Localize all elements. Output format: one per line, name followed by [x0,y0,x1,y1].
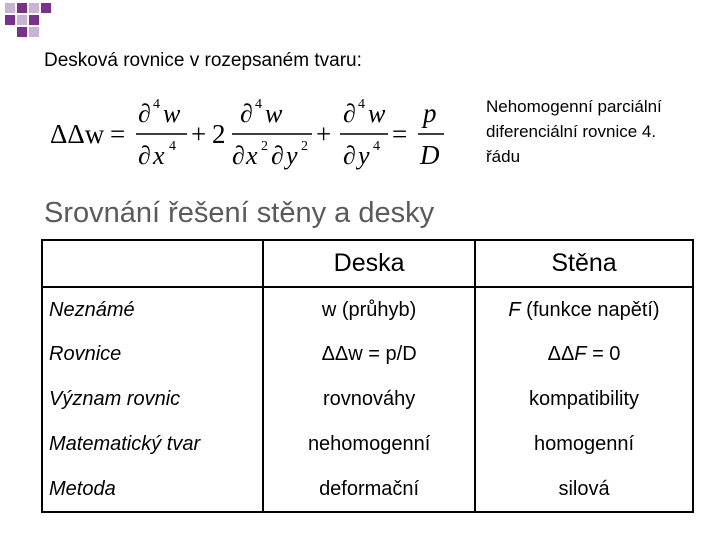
eq-term1-num-exp: 4 [153,97,160,112]
eq-term2-den-y-exp: 2 [301,139,308,154]
table-row [42,422,693,467]
cell-deska: w (průhyb) [263,287,475,332]
table-row [42,377,693,422]
table-header-deska: Deska [263,240,475,287]
section-heading: Srovnání řešení stěny a desky [44,197,435,229]
comparison-table [41,239,694,513]
cell-stena-operator: ΔΔ [547,343,575,365]
eq-equals-2: = [392,119,408,149]
cell-stena: silová [475,467,693,512]
table-header-empty [42,240,263,287]
eq-term1-num-partial: ∂ [138,99,151,128]
equation-note-line: řádu [486,147,521,166]
cell-stena: kompatibility [475,377,693,422]
cell-deska: deformační [263,467,475,512]
table-row [42,467,693,512]
cell-stena-variable: F [508,298,521,321]
eq-term1-den-partial: ∂ [138,141,151,170]
table-header-row [42,240,693,287]
cell-stena-text: = 0 [586,343,621,365]
eq-term2-den-x-exp: 2 [261,139,268,154]
eq-term2-num-partial: ∂ [240,99,253,128]
eq-term3-den-partial: ∂ [343,141,356,170]
eq-rhs-p: p [423,98,437,128]
eq-term3-den-exp: 4 [373,139,380,154]
cell-stena-variable: F [574,343,587,365]
table-row [42,287,693,332]
cell-deska: rovnováhy [263,377,475,422]
equation-note-line: diferenciální rovnice 4. [486,122,657,141]
eq-term1-den-exp: 4 [169,139,176,154]
eq-term3-num-w: w [368,99,386,128]
equation-note [486,94,706,169]
eq-term1-den-x: x [153,141,165,170]
cell-stena [475,287,693,332]
slide-subtitle: Desková rovnice v rozepsaném tvaru: [44,50,362,71]
plate-equation [50,92,450,177]
table-header-stena: Stěna [475,240,693,287]
corner-decoration [0,0,60,44]
eq-term2-den-y: y [286,141,298,170]
cell-stena: homogenní [475,422,693,467]
eq-plus-2: + [316,119,332,149]
eq-term2-num-w: w [265,99,283,128]
eq-rhs-D: D [420,140,440,170]
eq-term3-num-partial: ∂ [343,99,356,128]
table-row [42,332,693,377]
eq-term2-den-x: x [246,141,258,170]
eq-term3-den-y: y [358,141,370,170]
cell-deska: ΔΔw = p/D [263,332,475,377]
cell-deska: nehomogenní [263,422,475,467]
eq-plus-1: + [191,119,207,149]
eq-term3-num-exp: 4 [358,97,365,112]
cell-stena-text: (funkce napětí) [520,298,660,321]
equation-note-line: Nehomogenní parciální [486,97,662,116]
eq-term1-num-w: w [163,99,181,128]
row-label: Metoda [42,467,263,512]
row-label: Význam rovnic [42,377,263,422]
cell-stena [475,332,693,377]
eq-equals-1: = [110,119,126,149]
row-label: Matematický tvar [42,422,263,467]
eq-term2-den-partial-1: ∂ [232,141,245,170]
eq-term2-num-exp: 4 [255,97,262,112]
eq-term2-den-partial-2: ∂ [271,141,284,170]
eq-coefficient: 2 [212,119,226,149]
row-label: Neznámé [42,287,263,332]
eq-lhs: ΔΔw [50,119,105,149]
row-label: Rovnice [42,332,263,377]
